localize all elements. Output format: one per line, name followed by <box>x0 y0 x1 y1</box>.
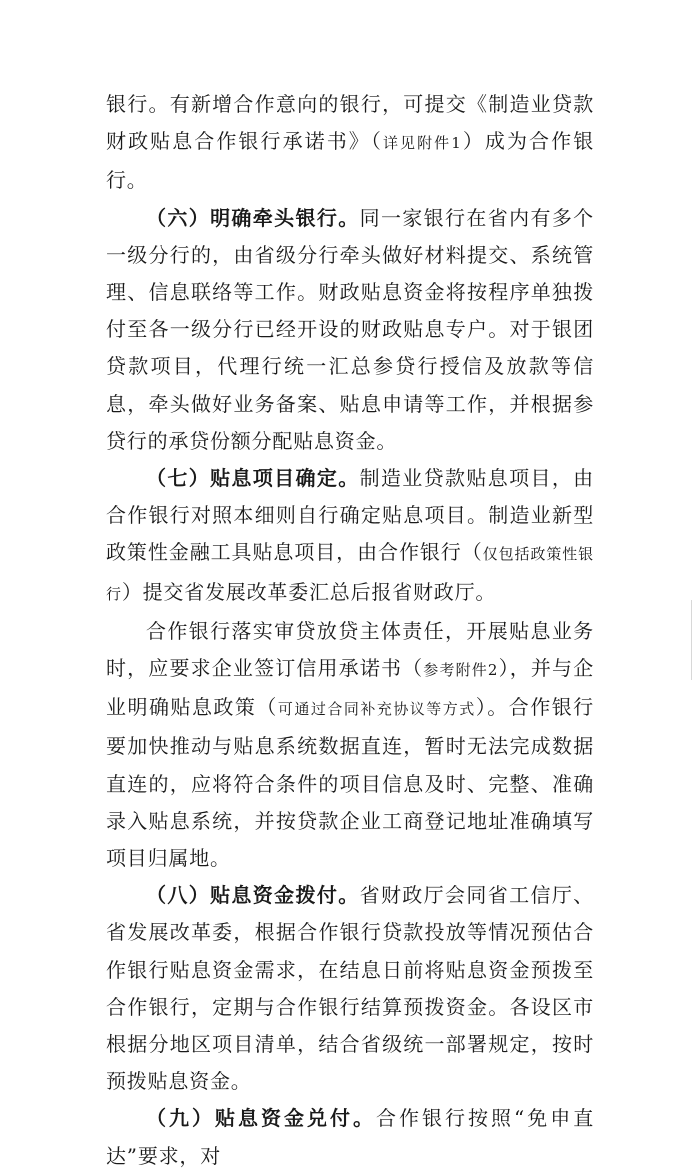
section-heading-9: （九）贴息资金兑付。 <box>146 1106 376 1131</box>
paragraph-text: ）成为合作银行。 <box>106 129 595 193</box>
paragraph-text: 省财政厅会同省工信厅、省发展改革委，根据合作银行贷款投放等情况预估合作银行贴息资金需求，在结息日前将贴息资金预拨至合作银行，定期与合作银行结算预拨资金。各设区市根据分地区项目清单，结合省级统一部署规定，按时预拨贴息资金。 <box>106 883 594 1094</box>
paragraph-text: ），并与企业明确贴息政策（ <box>106 656 595 720</box>
paragraph-lead-bank <box>106 200 594 460</box>
section-heading-6: （六）明确牵头银行。 <box>146 205 360 230</box>
scan-edge-mark <box>691 600 692 680</box>
paragraph-fund-payment <box>106 1100 594 1174</box>
paragraph-text: 银行。有新增合作意向的银行，可提交《制造业贷款财政贴息合作银行承诺书》（ <box>106 92 594 154</box>
paragraph-bank-commitment <box>106 86 594 200</box>
paragraph-text: 制造业贷款贴息项目，由合作银行对照本细则自行确定贴息项目。制造业新型政策性金融工具贴息项目，由合作银行（ <box>106 466 594 565</box>
section-heading-7: （七）贴息项目确定。 <box>146 466 360 491</box>
section-heading-8: （八）贴息资金拨付。 <box>146 883 360 908</box>
paragraph-text: ）提交省发展改革委汇总后报省财政厅。 <box>121 579 497 604</box>
policy-bank-note: 仅包括政策性银行 <box>106 545 594 603</box>
paragraph-text: 同一家银行在省内有多个一级分行的，由省级分行牵头做好材料提交、系统管理、信息联络等工作。财政贴息资金将按程序单独拨付至各一级分行已经开设的财政贴息专户。对于银团贷款项目，代理行统一汇总参贷行授信及放款等信息，牵头做好业务备案、贴息申请等工作，并根据参贷行的承贷份额分配贴息资金。 <box>106 205 594 453</box>
contract-note: 可通过合同补充协议等方式 <box>277 700 476 719</box>
paragraph-text: 合作银行落实审贷放贷主体责任，开展贴息业务时，应要求企业签订信用承诺书（ <box>106 618 594 681</box>
paragraph-fund-allocation <box>106 877 594 1100</box>
attachment-note: 参考附件2 <box>423 661 499 680</box>
paragraph-text: 合作银行按照“免申直达”要求，对 <box>106 1106 594 1168</box>
attachment-note: 详见附件1 <box>382 134 462 153</box>
paragraph-text: ）。合作银行要加快推动与贴息系统数据直连，暂时无法完成数据直连的，应将符合条件的项目信息及时、完整、准确录入贴息系统，并按贷款企业工商登记地址准确填写项目归属地。 <box>106 695 594 871</box>
paragraph-bank-responsibility <box>106 613 594 877</box>
paragraph-project-confirmation <box>106 460 594 613</box>
